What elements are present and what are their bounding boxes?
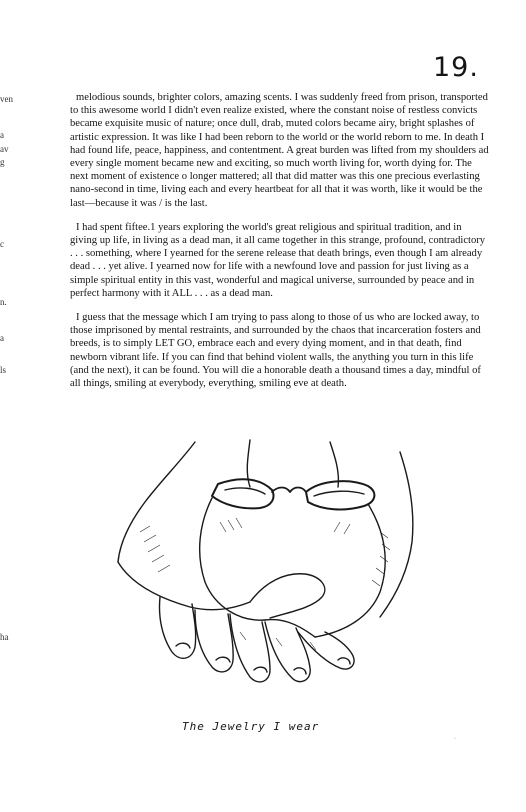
illustration-caption: The Jewelry I wear [182,720,320,733]
scan-speck: · [454,736,456,742]
margin-fragment: a [0,333,4,343]
margin-fragment: ven [0,94,13,104]
margin-fragment: ls [0,365,7,375]
margin-fragment: ha [0,632,9,642]
paragraph-1: melodious sounds, brighter colors, amazing scents. I was suddenly freed from prison, transported to this awesome world I didn't even realize existed, where the constant noise of restless convicts became exquisite music of nature; once dull, drab, muted colors became airy, bright splashes of artistic expression. It was like I had been reborn to the world or the world reborn to me. In death I had found life, peace, happiness, and contentment. A great burden was lifted from my shoulders ad every single moment became new and exciting, so much worth living for, worth dying for. The next moment of existence o longer mattered; all that did matter was this one precious everlasting nano-second in time, living each and every heartbeat for all that it was worth, like it would be the last—because it was / is the last. [70,92,489,209]
margin-fragment: n. [0,297,7,307]
paragraph-3: I guess that the message which I am trying to pass along to those of us who are locked away, to those imprisoned by mental restraints, and surrounded by the chaos that incarceration fosters and breeds, is to simply LET GO, embrace each and every dying moment, and in that death, find newborn vibrant life. If you can find that behind violent walls, the anything you turn in this life (and the next), it can be found. You will die a honorable death a thousand times a day, mindful of all things, smiling at everybody, everything, smiling eve at death. [70,312,481,390]
handcuffed-hands-drawing-icon [100,432,430,712]
margin-fragment: c [0,239,4,249]
margin-fragment: av [0,144,9,154]
paragraph-2: I had spent fiftee.1 years exploring the world's great religious and spiritual tradition, and in giving up life, in living as a dead man, it all came together in this strange, profound, contradictory . . . something, where I yearned for the serene release that death brings, even though I am already dead . . . yet alive. I yearned now for life with a newfound love and passion for just living as a simple spiritual entity in this vast, wonderful and magical universe, surrounded by peace and in perfect harmony with it ALL . . . as a dead man. [70,221,486,299]
body-text [70,91,490,401]
margin-fragment: g [0,157,5,167]
page-number: 19. [433,52,479,83]
margin-fragment: a [0,130,4,140]
left-margin-fragments [0,0,30,812]
